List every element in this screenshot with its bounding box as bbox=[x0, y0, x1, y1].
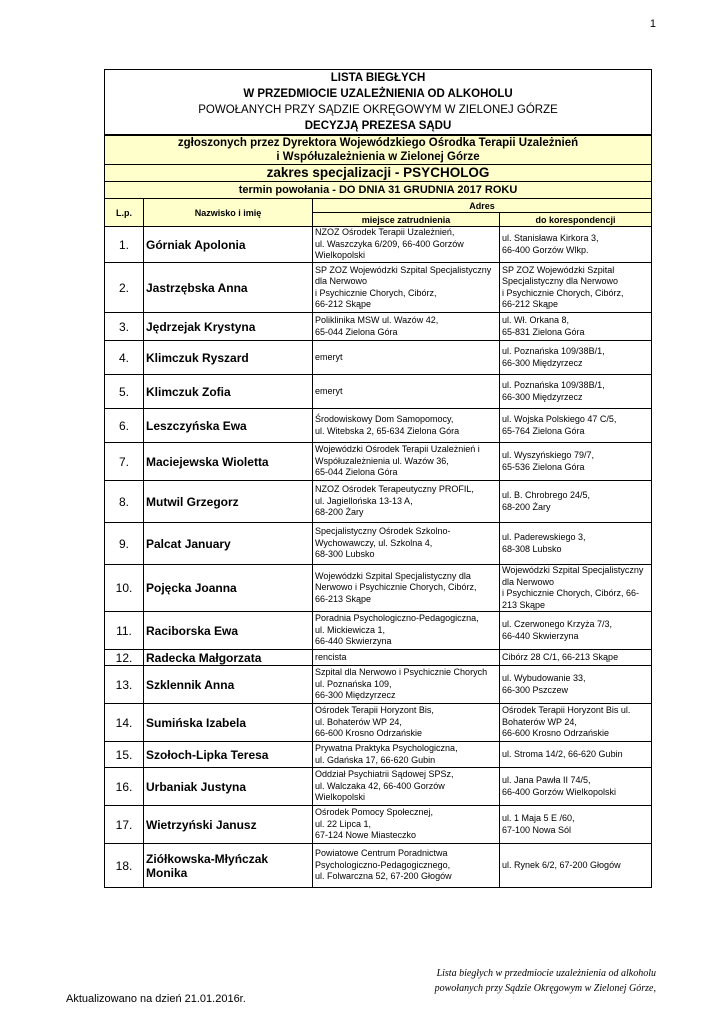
row-number: 17. bbox=[105, 806, 144, 844]
row-number: 6. bbox=[105, 409, 144, 443]
title-line-1: LISTA BIEGŁYCH bbox=[330, 72, 426, 84]
correspondence-address: ul. Rynek 6/2, 67-200 Głogów bbox=[500, 844, 652, 888]
correspondence-address: ul. Poznańska 109/38B/1, 66-300 Międzyrzecz bbox=[500, 375, 652, 409]
row-number: 2. bbox=[105, 263, 144, 313]
table-row bbox=[105, 443, 652, 481]
column-header-workplace: miejsce zatrudnienia bbox=[313, 213, 500, 227]
correspondence-address: ul. B. Chrobrego 24/5, 68-200 Żary bbox=[500, 481, 652, 523]
document-title bbox=[105, 70, 652, 136]
table-row bbox=[105, 341, 652, 375]
subheader-line-2: i Współuzależnienia w Zielonej Górze bbox=[276, 151, 480, 163]
column-header-row bbox=[105, 199, 652, 213]
updated-date: Aktualizowano na dzień 21.01.2016r. bbox=[66, 993, 246, 1005]
table-row bbox=[105, 565, 652, 612]
column-header-correspondence: do korespondencji bbox=[500, 213, 652, 227]
table-row bbox=[105, 409, 652, 443]
expert-name: Wietrzyński Janusz bbox=[144, 806, 313, 844]
correspondence-address: ul. Czerwonego Krzyża 7/3, 66-440 Skwierzyna bbox=[500, 612, 652, 650]
correspondence-address: ul. Paderewskiego 3, 68-308 Lubsko bbox=[500, 523, 652, 565]
table-row bbox=[105, 806, 652, 844]
title-line-4: DECYZJĄ PREZESA SĄDU bbox=[304, 120, 452, 132]
correspondence-address: ul. Wojska Polskiego 47 C/5, 65-764 Zielona Góra bbox=[500, 409, 652, 443]
workplace-address: Środowiskowy Dom Samopomocy, ul. Witebska 2, 65-634 Zielona Góra bbox=[313, 409, 500, 443]
correspondence-address: ul. Wł. Orkana 8, 65-831 Zielona Góra bbox=[500, 313, 652, 341]
workplace-address: Poradnia Psychologiczno-Pedagogiczna, ul. Mickiewicza 1, 66-440 Skwierzyna bbox=[313, 612, 500, 650]
expert-name: Maciejewska Wioletta bbox=[144, 443, 313, 481]
term-row bbox=[105, 182, 652, 199]
expert-name: Pojęcka Joanna bbox=[144, 565, 313, 612]
table-row bbox=[105, 650, 652, 666]
scope-row bbox=[105, 165, 652, 182]
specialization-scope: zakres specjalizacji - PSYCHOLOG bbox=[105, 165, 652, 182]
column-header-name: Nazwisko i imię bbox=[144, 199, 313, 227]
table-row bbox=[105, 742, 652, 768]
correspondence-address: ul. Wyszyńskiego 79/7, 65-536 Zielona Góra bbox=[500, 443, 652, 481]
subheader-line-1: zgłoszonych przez Dyrektora Wojewódzkiego Ośrodka Terapii Uzależnień bbox=[177, 137, 579, 149]
correspondence-address: ul. Stroma 14/2, 66-620 Gubin bbox=[500, 742, 652, 768]
correspondence-address: SP ZOZ Wojewódzki Szpital Specjalistyczny dla Nerwowo i Psychicznie Chorych, Cibórz, 66-212 Skąpe bbox=[500, 263, 652, 313]
correspondence-address: ul. Poznańska 109/38B/1, 66-300 Międzyrzecz bbox=[500, 341, 652, 375]
workplace-address: SP ZOZ Wojewódzki Szpital Specjalistyczny dla Nerwowo i Psychicznie Chorych, Cibórz, 66-212 Skąpe bbox=[313, 263, 500, 313]
workplace-address: emeryt bbox=[313, 341, 500, 375]
workplace-address: Poliklinika MSW ul. Wazów 42, 65-044 Zielona Góra bbox=[313, 313, 500, 341]
workplace-address: Oddział Psychiatrii Sądowej SPSz, ul. Walczaka 42, 66-400 Gorzów Wielkopolski bbox=[313, 768, 500, 806]
correspondence-address: ul. Wybudowanie 33, 66-300 Pszczew bbox=[500, 666, 652, 704]
table-row bbox=[105, 375, 652, 409]
expert-name: Palcat January bbox=[144, 523, 313, 565]
table-row bbox=[105, 481, 652, 523]
row-number: 5. bbox=[105, 375, 144, 409]
table-row bbox=[105, 704, 652, 742]
table-row bbox=[105, 263, 652, 313]
row-number: 13. bbox=[105, 666, 144, 704]
row-number: 1. bbox=[105, 227, 144, 263]
footer-note-line-1: Lista biegłych w przedmiocie uzależnienia od alkoholu bbox=[436, 968, 656, 979]
workplace-address: NZOZ Ośrodek Terapeutyczny PROFIL, ul. Jagiellońska 13-13 A, 68-200 Żary bbox=[313, 481, 500, 523]
title-line-3: POWOŁANYCH PRZY SĄDZIE OKRĘGOWYM W ZIELONEJ GÓRZE bbox=[198, 104, 558, 116]
correspondence-address: ul. 1 Maja 5 E /60, 67-100 Nowa Sól bbox=[500, 806, 652, 844]
workplace-address: Wojewódzki Szpital Specjalistyczny dla Nerwowo i Psychicznie Chorych, Cibórz, 66-213 Skąpe bbox=[313, 565, 500, 612]
correspondence-address: Cibórz 28 C/1, 66-213 Skąpe bbox=[500, 650, 652, 666]
workplace-address: Ośrodek Pomocy Społecznej, ul. 22 Lipca 1, 67-124 Nowe Miasteczko bbox=[313, 806, 500, 844]
subheader-nominator bbox=[105, 135, 652, 165]
column-header-lp: L.p. bbox=[105, 199, 144, 227]
row-number: 3. bbox=[105, 313, 144, 341]
column-header-address: Adres bbox=[313, 199, 652, 213]
workplace-address: Prywatna Praktyka Psychologiczna, ul. Gdańska 17, 66-620 Gubin bbox=[313, 742, 500, 768]
workplace-address: Powiatowe Centrum Poradnictwa Psychologiczno-Pedagogicznego, ul. Folwarczna 52, 67-200 Głogów bbox=[313, 844, 500, 888]
experts-table bbox=[104, 69, 652, 888]
table-row bbox=[105, 313, 652, 341]
footer-note bbox=[435, 966, 656, 996]
expert-name: Górniak Apolonia bbox=[144, 227, 313, 263]
expert-name: Sumińska Izabela bbox=[144, 704, 313, 742]
correspondence-address: ul. Jana Pawła II 74/5, 66-400 Gorzów Wielkopolski bbox=[500, 768, 652, 806]
row-number: 14. bbox=[105, 704, 144, 742]
table-row bbox=[105, 666, 652, 704]
expert-name: Mutwil Grzegorz bbox=[144, 481, 313, 523]
expert-name: Leszczyńska Ewa bbox=[144, 409, 313, 443]
footer-note-line-2: powołanych przy Sądzie Okręgowym w Zielonej Górze, bbox=[434, 983, 656, 994]
workplace-address: emeryt bbox=[313, 375, 500, 409]
subheader-row bbox=[105, 135, 652, 165]
workplace-address: Wojewódzki Ośrodek Terapii Uzależnień i Współuzależnienia ul. Wazów 36, 65-044 Zielona Góra bbox=[313, 443, 500, 481]
expert-name: Jastrzębska Anna bbox=[144, 263, 313, 313]
expert-name: Raciborska Ewa bbox=[144, 612, 313, 650]
workplace-address: Ośrodek Terapii Horyzont Bis, ul. Bohaterów WP 24, 66-600 Krosno Odrzańskie bbox=[313, 704, 500, 742]
row-number: 9. bbox=[105, 523, 144, 565]
row-number: 7. bbox=[105, 443, 144, 481]
row-number: 15. bbox=[105, 742, 144, 768]
expert-name: Klimczuk Zofia bbox=[144, 375, 313, 409]
table-row bbox=[105, 523, 652, 565]
correspondence-address: Ośrodek Terapii Horyzont Bis ul. Bohaterów WP 24, 66-600 Krosno Odrzańskie bbox=[500, 704, 652, 742]
correspondence-address: ul. Stanisława Kirkora 3, 66-400 Gorzów Wlkp. bbox=[500, 227, 652, 263]
title-row bbox=[105, 70, 652, 136]
expert-name: Radecka Małgorzata bbox=[144, 650, 313, 666]
row-number: 16. bbox=[105, 768, 144, 806]
expert-name: Urbaniak Justyna bbox=[144, 768, 313, 806]
workplace-address: rencista bbox=[313, 650, 500, 666]
expert-name: Jędrzejak Krystyna bbox=[144, 313, 313, 341]
title-line-2: W PRZEDMIOCIE UZALEŻNIENIA OD ALKOHOLU bbox=[243, 88, 513, 100]
workplace-address: Szpital dla Nerwowo i Psychicznie Chorych ul. Poznańska 109, 66-300 Międzyrzecz bbox=[313, 666, 500, 704]
table-row bbox=[105, 768, 652, 806]
workplace-address: Specjalistyczny Ośrodek Szkolno-Wychowawczy, ul. Szkolna 4, 68-300 Lubsko bbox=[313, 523, 500, 565]
row-number: 18. bbox=[105, 844, 144, 888]
table-row bbox=[105, 612, 652, 650]
row-number: 12. bbox=[105, 650, 144, 666]
page-number: 1 bbox=[649, 18, 656, 30]
row-number: 8. bbox=[105, 481, 144, 523]
row-number: 10. bbox=[105, 565, 144, 612]
expert-name: Klimczuk Ryszard bbox=[144, 341, 313, 375]
workplace-address: NZOZ Ośrodek Terapii Uzależnień, ul. Waszczyka 6/209, 66-400 Gorzów Wielkopolski bbox=[313, 227, 500, 263]
expert-name: Ziółkowska-Młyńczak Monika bbox=[144, 844, 313, 888]
table-row bbox=[105, 844, 652, 888]
appointment-term: termin powołania - DO DNIA 31 GRUDNIA 2017 ROKU bbox=[105, 182, 652, 199]
row-number: 4. bbox=[105, 341, 144, 375]
table-row bbox=[105, 227, 652, 263]
expert-name: Szklennik Anna bbox=[144, 666, 313, 704]
correspondence-address: Wojewódzki Szpital Specjalistyczny dla Nerwowo i Psychicznie Chorych, Cibórz, 66-213 Skąpe bbox=[500, 565, 652, 612]
expert-name: Szołoch-Lipka Teresa bbox=[144, 742, 313, 768]
row-number: 11. bbox=[105, 612, 144, 650]
